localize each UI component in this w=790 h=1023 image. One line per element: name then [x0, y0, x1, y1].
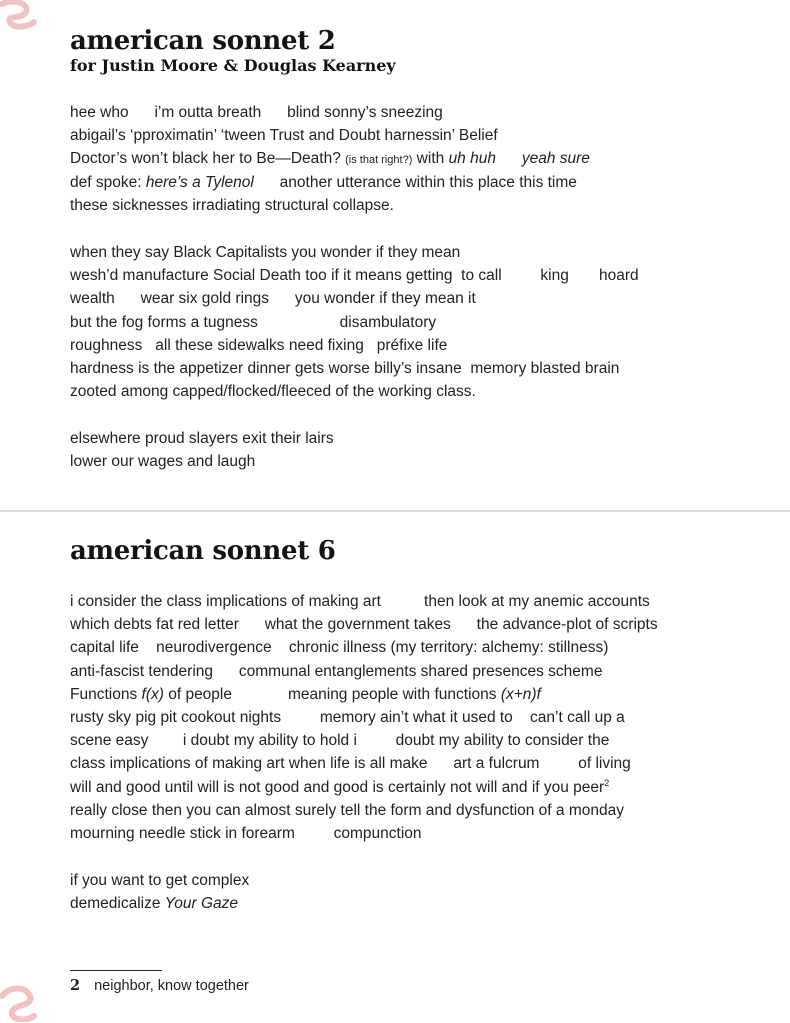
poem-line: [70, 776, 658, 799]
line-text: i consider the class implications of making art then look at my anemic accounts: [70, 593, 650, 610]
poem-line: [70, 334, 639, 357]
stanza: [70, 590, 658, 845]
poem-line: [70, 194, 590, 217]
line-text: if you want to get complex: [70, 872, 250, 889]
line-text: anti-fascist tendering communal entanglements shared presences scheme: [70, 662, 603, 680]
poem-line: [70, 660, 658, 683]
line-text: really close then you can almost surely tell the form and dysfunction of a monday: [70, 801, 624, 819]
line-text: def spoke:: [70, 173, 146, 191]
line-text: here’s a Tylenol: [145, 173, 254, 191]
poem-line: [70, 822, 658, 845]
line-text: (x+n)f: [500, 685, 541, 703]
footnote: [70, 976, 249, 996]
publisher-logo-icon: [0, 0, 40, 40]
poem-line: [70, 590, 658, 613]
stanza: [70, 427, 334, 473]
poem-line: [70, 613, 658, 636]
poem-dedication: for Justin Moore & Douglas Kearney: [70, 56, 396, 75]
poem-line: [70, 124, 590, 147]
line-text: (is that right?): [345, 154, 413, 167]
poem-line: [70, 101, 590, 124]
line-text: yeah sure: [521, 150, 590, 168]
line-text: these sicknesses irradiating structural collapse.: [70, 196, 394, 214]
poem-line: [70, 147, 590, 170]
page-sonnet-2: [0, 0, 790, 510]
line-text: abigail’s ‘pproximatin’ ‘tween Trust and Doubt harnessin’ Belief: [70, 127, 498, 145]
line-text: [496, 150, 522, 167]
line-text: Doctor’s won’t black her to Be—Death?: [70, 150, 346, 168]
poem-line: [70, 636, 658, 659]
line-text: mourning needle stick in forearm compunction: [70, 824, 422, 842]
line-text: will and good until will is not good and good is certainly not will and if you peer: [70, 778, 605, 796]
poem-line: [70, 450, 334, 473]
line-text: wealth wear six gold rings you wonder if they mean it: [70, 290, 476, 308]
poem-line: [70, 264, 639, 287]
line-text: lower our wages and laugh: [70, 453, 256, 471]
line-text: Your Gaze: [164, 895, 239, 913]
poem-title: american sonnet 2: [70, 26, 336, 56]
line-text: roughness all these sidewalks need fixing préfixe life: [70, 336, 448, 354]
line-text: zooted among capped/flocked/fleeced of the working class.: [70, 383, 476, 401]
line-text: hardness is the appetizer dinner gets worse billy’s insane memory blasted brain: [70, 359, 620, 377]
poem-line: [70, 683, 658, 706]
stanza: [70, 869, 249, 915]
poem-line: [70, 752, 658, 775]
line-text: but the fog forms a tugness disambulatory: [70, 313, 437, 331]
line-text: demedicalize: [70, 895, 165, 913]
line-text: 2: [604, 777, 610, 788]
poem-line: [70, 706, 658, 729]
line-text: wesh’d manufacture Social Death too if it means getting to call king hoard: [70, 267, 639, 285]
line-text: Functions: [70, 685, 142, 703]
stanza: [70, 241, 639, 403]
poem-line: [70, 380, 639, 403]
poem-line: [70, 171, 590, 194]
line-text: class implications of making art when life is all make art a fulcrum of living: [70, 755, 631, 773]
line-text: when they say Black Capitalists you wonder if they mean: [70, 244, 461, 261]
line-text: rusty sky pig pit cookout nights memory ain’t what it used to can’t call up a: [70, 708, 625, 726]
line-text: which debts fat red letter what the government takes the advance-plot of scripts: [70, 616, 658, 634]
poem-line: [70, 729, 658, 752]
page-sonnet-6: [0, 512, 790, 1023]
poem-title: american sonnet 6: [70, 536, 336, 566]
footnote-number: 2: [70, 977, 81, 994]
publisher-logo-icon: [0, 982, 40, 1022]
line-text: another utterance within this place this time: [253, 173, 577, 191]
poem-line: [70, 869, 249, 892]
poem-line: [70, 892, 249, 915]
line-text: of people meaning people with functions: [163, 685, 501, 703]
poem-line: [70, 427, 334, 450]
stanza: [70, 101, 590, 217]
line-text: scene easy i doubt my ability to hold i doubt my ability to consider the: [70, 732, 610, 750]
poem-line: [70, 241, 639, 264]
line-text: uh huh: [448, 150, 496, 168]
poem-line: [70, 357, 639, 380]
footnote-text: neighbor, know together: [94, 978, 249, 994]
poem-line: [70, 287, 639, 310]
footnote-rule: [70, 970, 162, 971]
poem-line: [70, 799, 658, 822]
line-text: elsewhere proud slayers exit their lairs: [70, 430, 334, 447]
line-text: capital life neurodivergence chronic illness (my territory: alchemy: stillness): [70, 639, 609, 657]
poem-line: [70, 311, 639, 334]
line-text: with: [412, 150, 449, 168]
line-text: f(x): [141, 685, 164, 703]
line-text: hee who i’m outta breath blind sonny’s sneezing: [70, 104, 443, 121]
